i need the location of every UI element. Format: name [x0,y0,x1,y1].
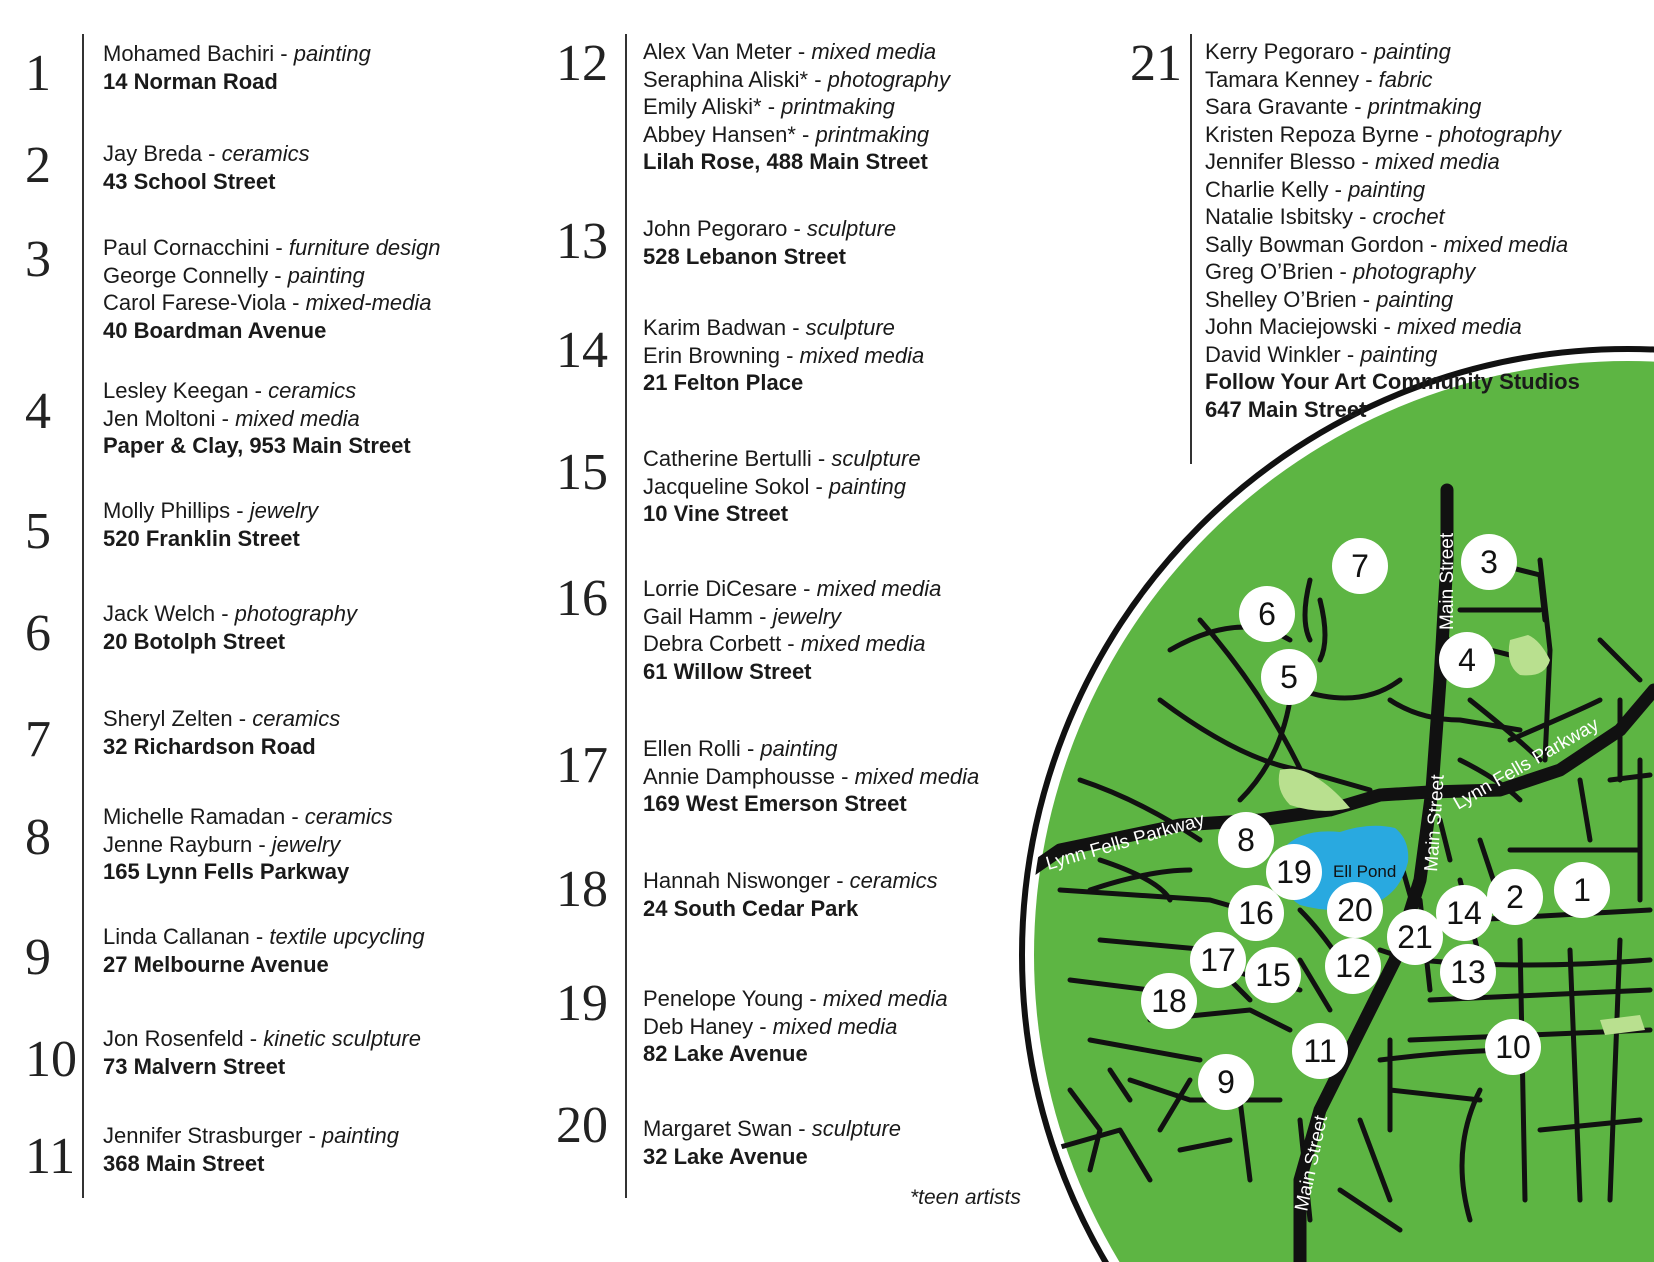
separator: - [809,473,829,499]
separator: - [286,290,306,315]
entry-number: 8 [25,809,51,866]
marker-label: 18 [1151,983,1187,1019]
artist-line [103,405,411,433]
entry-19 [643,985,948,1068]
artist-line [643,735,979,763]
artist-medium: painting [1348,176,1426,202]
artist-medium: painting [287,262,365,288]
artist-name: Jen Moltoni [103,405,216,431]
map-marker-10[interactable] [1485,1019,1541,1075]
marker-label: 19 [1276,854,1312,890]
artist-line [643,473,921,501]
artist-name: Sheryl Zelten [103,706,233,731]
artist-name: Kerry Pegoraro [1205,39,1355,64]
separator: - [1355,149,1375,174]
address: 27 Melbourne Avenue [103,951,329,977]
artist-line [643,1115,901,1143]
artist-name: Natalie Isbitsky [1205,204,1353,229]
marker-label: 7 [1351,548,1369,584]
address: 32 Richardson Road [103,733,316,759]
entry-13 [643,215,896,270]
entry-number: 7 [25,711,51,768]
artist-name: Penelope Young [643,986,804,1011]
marker-label: 11 [1303,1033,1337,1069]
artist-line [643,1013,948,1041]
separator: - [811,446,832,471]
marker-label: 10 [1495,1029,1531,1065]
separator: - [274,41,294,66]
entry-20 [643,1115,901,1170]
separator: - [797,576,817,601]
artist-medium: mixed media [822,986,948,1011]
separator: - [808,66,828,92]
artist-name: Catherine Bertulli [643,446,812,471]
entry-2 [103,140,310,195]
separator: - [215,405,236,431]
artist-line [103,923,425,951]
artist-name: John Pegoraro [643,216,788,241]
map-marker-18[interactable] [1141,973,1197,1029]
address: 40 Boardman Avenue [103,317,327,343]
artist-medium: jewelry [772,603,842,629]
marker-label: 4 [1458,642,1476,678]
artist-medium: photography [827,66,950,92]
separator: - [753,603,773,629]
entry-6 [103,600,357,655]
entry-10 [103,1025,421,1080]
separator: - [1352,204,1373,229]
artist-name: Lesley Keegan [103,378,249,403]
separator: - [268,262,288,288]
address: 169 West Emerson Street [643,791,907,816]
artist-medium: photography [1352,259,1476,284]
pond-label: Ell Pond [1333,862,1397,881]
artist-line [643,763,979,791]
street-label-lynn-right: Lynn Fells Parkway [1450,714,1603,815]
artist-medium: sculpture [811,1116,902,1141]
map-marker-12[interactable] [1325,938,1381,994]
separator: - [795,121,816,147]
separator: - [252,831,272,857]
artist-line [103,803,393,831]
separator: - [230,498,250,523]
artist-name: Deb Haney [643,1013,754,1039]
address: 21 Felton Place [643,370,804,395]
marker-label: 17 [1200,942,1236,978]
artist-medium: crochet [1372,204,1445,229]
address: 528 Lebanon Street [643,243,846,269]
separator: - [202,141,222,166]
entry-18 [643,867,938,922]
artist-medium: mixed media [1374,149,1500,174]
entry-14 [643,314,924,397]
artist-line [103,140,310,168]
entry-11 [103,1122,399,1177]
entry-number: 3 [25,231,51,288]
map-marker-21[interactable] [1387,909,1443,965]
separator: - [1333,259,1353,284]
artist-line [103,234,441,262]
artist-line [1205,176,1580,204]
artist-line [643,121,950,149]
address: 82 Lake Avenue [643,1041,808,1066]
artist-name: Jay Breda [103,141,203,166]
artist-medium: furniture design [288,235,441,260]
entry-number: 13 [556,213,608,270]
entry-9 [103,923,425,978]
artist-name: Debra Corbett [643,631,782,656]
separator: - [791,39,812,64]
artist-name: Ellen Rolli [643,736,741,761]
separator: - [1377,314,1397,339]
artist-name: Alex Van Meter [643,39,792,64]
artist-line [643,215,896,243]
separator: - [269,235,289,260]
entry-number: 19 [556,975,608,1032]
entry-number: 16 [556,570,608,627]
artist-medium: ceramics [221,141,310,166]
artist-name: Jennifer Blesso [1205,149,1356,174]
separator: - [243,1026,264,1051]
artist-line [643,38,950,66]
address: 73 Malvern Street [103,1053,286,1079]
separator: - [830,868,850,893]
separator: - [232,706,253,731]
map-marker-17[interactable] [1190,932,1246,988]
entry-12 [643,38,950,176]
artist-medium: mixed media [816,576,942,601]
separator: - [285,804,305,829]
marker-label: 6 [1258,596,1276,632]
separator: - [1340,341,1361,367]
separator: - [761,94,782,119]
entry-number: 12 [556,35,608,92]
entry-17 [643,735,979,818]
separator: - [248,378,269,403]
artist-medium: ceramics [304,804,393,829]
artist-name: Hannah Niswonger [643,868,831,893]
artist-name: Kristen Repoza Byrne [1205,121,1419,147]
entry-number: 14 [556,322,608,379]
address: 10 Vine Street [643,501,789,526]
artist-name: Shelley O’Brien [1205,286,1357,312]
artist-line [103,289,441,317]
marker-label: 2 [1506,879,1524,915]
artist-name: Michelle Ramadan [103,804,286,829]
artist-line [643,314,924,342]
artist-line [1205,258,1580,286]
artist-name: John Maciejowski [1205,314,1378,339]
artist-medium: printmaking [815,121,930,147]
street-label-main-top: Main Street [1437,532,1458,630]
separator: - [1359,66,1379,92]
address: 520 Franklin Street [103,525,300,551]
marker-label: 21 [1397,919,1433,955]
artist-line [103,377,411,405]
artist-name: Jack Welch [103,601,216,626]
marker-label: 13 [1450,954,1486,990]
separator: - [779,342,800,368]
entry-number: 5 [25,503,51,560]
artist-line [643,985,948,1013]
artist-medium: jewelry [271,831,341,857]
entry-1 [103,40,371,95]
entry-number: 21 [1130,35,1182,92]
artist-medium: mixed media [854,763,980,789]
artist-medium: photography [234,601,357,626]
artist-line [643,342,924,370]
separator: - [1348,94,1368,119]
artist-medium: ceramics [252,706,341,731]
separator: - [792,1116,812,1141]
entry-number: 4 [25,383,51,440]
separator: - [803,986,823,1011]
map-marker-1[interactable] [1554,862,1610,918]
map-marker-3[interactable] [1461,534,1517,590]
separator: - [1328,176,1349,202]
artist-name: Annie Damphousse [643,763,836,789]
artist-name: Jacqueline Sokol [643,473,810,499]
artist-name: Charlie Kelly [1205,176,1329,202]
artist-medium: painting [321,1123,399,1148]
map-marker-16[interactable] [1228,885,1284,941]
separator: - [1356,286,1377,312]
entry-number: 17 [556,737,608,794]
artist-line [103,600,357,628]
entry-number: 11 [25,1128,76,1185]
entry-21 [1205,38,1580,423]
artist-line [643,867,938,895]
artist-line [103,262,441,290]
artist-name: Paul Cornacchini [103,235,270,260]
address: 61 Willow Street [643,658,812,684]
artist-line [643,575,941,603]
artist-medium: sculpture [806,216,897,241]
entry-number: 18 [556,861,608,918]
artist-medium: mixed media [772,1013,898,1039]
artist-medium: painting [1373,39,1451,64]
street-label-main-mid: Main Street [1421,773,1449,873]
artist-name: Lorrie DiCesare [643,576,798,601]
marker-label: 3 [1480,544,1498,580]
street-label-lynn-left: Lynn Fells Parkway [1043,809,1208,875]
marker-label: 15 [1255,957,1291,993]
map-marker-15[interactable] [1245,947,1301,1003]
artist-line [643,93,950,121]
entry-5 [103,497,318,552]
entry-4 [103,377,411,460]
artist-line [1205,148,1580,176]
artist-name: Carol Farese-Viola [103,290,287,315]
entry-number: 10 [25,1031,77,1088]
artist-name: Jon Rosenfeld [103,1026,244,1051]
artist-name: Gail Hamm [643,603,754,629]
artist-name: Karim Badwan [643,315,787,340]
entry-8 [103,803,393,886]
artist-line [1205,38,1580,66]
artist-medium: photography [1438,121,1561,147]
artist-medium: mixed media [1396,314,1522,339]
artist-medium: textile upcycling [269,924,425,949]
artist-medium: kinetic sculpture [263,1026,421,1051]
artist-medium: painting [760,736,838,761]
artist-medium: mixed-media [305,290,432,315]
entry-number: 9 [25,929,51,986]
artist-line [1205,66,1580,94]
map-marker-6[interactable] [1239,586,1295,642]
separator: - [215,601,235,626]
artist-medium: mixed media [1443,231,1569,257]
map-marker-7[interactable] [1332,538,1388,594]
artist-name: Margaret Swan [643,1116,793,1141]
marker-label: 20 [1337,892,1373,928]
artist-name: Seraphina Aliski* [643,66,809,92]
artist-line [103,1025,421,1053]
separator: - [753,1013,773,1039]
artist-medium: painting [1376,286,1454,312]
address: 24 South Cedar Park [643,895,859,921]
artist-line [1205,286,1580,314]
artist-medium: mixed media [811,39,937,64]
artist-medium: fabric [1378,66,1433,92]
entry-number: 6 [25,605,51,662]
entry-16 [643,575,941,685]
map-marker-2[interactable] [1487,869,1543,925]
artist-line [103,40,371,68]
map-marker-9[interactable] [1198,1054,1254,1110]
artist-name: Erin Browning [643,342,780,368]
artist-medium: ceramics [268,378,357,403]
address: 32 Lake Avenue [643,1143,808,1169]
marker-label: 5 [1280,659,1298,695]
address: 43 School Street [103,168,276,194]
artist-name: Emily Aliski* [643,94,762,119]
map-marker-8[interactable] [1218,812,1274,868]
artist-line [1205,93,1580,121]
artist-name: Mohamed Bachiri [103,41,275,66]
artist-medium: mixed media [235,405,360,431]
footnote: *teen artists [910,1186,1021,1209]
artist-name: George Connelly [103,262,269,288]
address: Paper & Clay, 953 Main Street [103,433,411,458]
separator: - [786,315,806,340]
artist-line [103,497,318,525]
marker-label: 9 [1217,1064,1235,1100]
separator: - [1423,231,1444,257]
address: 20 Botolph Street [103,628,286,654]
entry-number: 15 [556,444,608,501]
separator: - [787,216,807,241]
separator: - [302,1123,322,1148]
entry-number: 20 [556,1097,608,1154]
artist-name: David Winkler [1205,341,1341,367]
map-marker-13[interactable] [1440,944,1496,1000]
address: 14 Norman Road [103,68,278,94]
map-marker-14[interactable] [1436,885,1492,941]
marker-label: 8 [1237,822,1255,858]
artist-line [1205,341,1580,369]
marker-label: 16 [1238,895,1274,931]
artist-line [103,831,393,859]
artist-name: Greg O’Brien [1205,259,1334,284]
artist-medium: jewelry [249,498,319,523]
entry-3 [103,234,441,344]
artist-name: Molly Phillips [103,498,231,523]
artist-name: Jenne Rayburn [103,831,253,857]
artist-line [103,705,340,733]
artist-line [1205,313,1580,341]
artist-medium: mixed media [800,631,926,656]
address: Follow Your Art Community Studios [1205,369,1580,394]
artist-medium: ceramics [849,868,938,893]
address: 165 Lynn Fells Parkway [103,859,350,884]
artist-name: Abbey Hansen* [643,121,796,147]
artist-medium: painting [828,473,906,499]
marker-label: 1 [1573,872,1591,908]
separator: - [1354,39,1374,64]
artist-line [643,66,950,94]
entry-number: 2 [25,137,51,194]
separator: - [835,763,855,789]
separator: - [249,924,270,949]
artist-medium: painting [293,41,371,66]
artist-medium: sculpture [805,315,895,340]
address: 647 Main Street [1205,396,1367,422]
artist-medium: mixed media [799,342,925,368]
address: 368 Main Street [103,1150,265,1176]
artist-name: Linda Callanan [103,924,250,949]
map-marker-11[interactable] [1292,1023,1348,1079]
map-marker-5[interactable] [1261,649,1317,705]
entry-7 [103,705,340,760]
artist-name: Tamara Kenney [1205,66,1360,92]
artist-medium: printmaking [781,94,895,119]
separator: - [1419,121,1439,147]
artist-line [643,603,941,631]
address: Lilah Rose, 488 Main Street [643,149,928,174]
marker-label: 12 [1335,948,1371,984]
street-label-main-bottom: Main Street [1291,1113,1333,1214]
marker-label: 14 [1446,895,1482,931]
entry-number: 1 [25,45,51,102]
artist-line [1205,121,1580,149]
artist-line [1205,203,1580,231]
map-marker-4[interactable] [1439,632,1495,688]
artist-line [1205,231,1580,259]
artist-name: Sara Gravante [1205,94,1349,119]
artist-name: Sally Bowman Gordon [1205,231,1424,257]
entry-15 [643,445,921,528]
map-marker-19[interactable] [1266,844,1322,900]
separator: - [740,736,761,761]
artist-medium: painting [1360,341,1438,367]
artist-medium: printmaking [1367,94,1482,119]
artist-medium: sculpture [831,446,921,471]
separator: - [781,631,801,656]
map-marker-20[interactable] [1327,882,1383,938]
artist-line [643,445,921,473]
artist-line [103,1122,399,1150]
artist-line [643,630,941,658]
artist-name: Jennifer Strasburger [103,1123,303,1148]
